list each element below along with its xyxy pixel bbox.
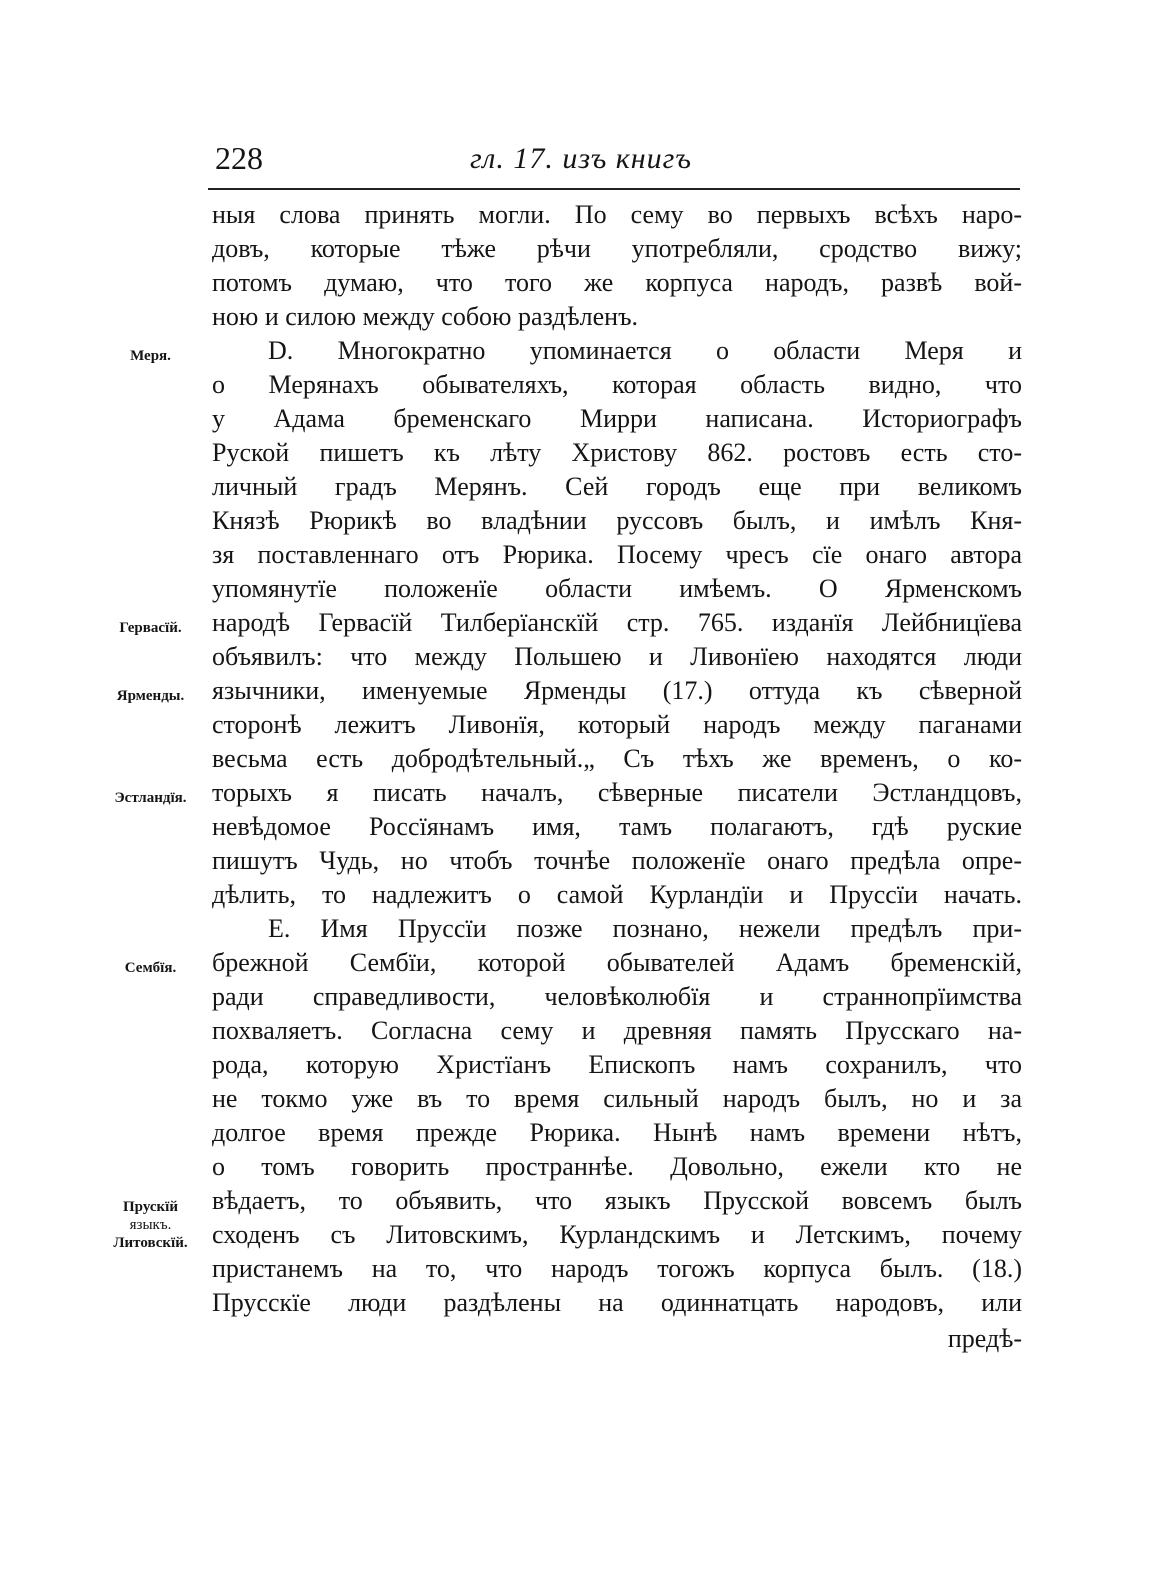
text-line: потомъ думаю, что того же корпуса народъ, развѣ вой- bbox=[212, 268, 1022, 297]
margin-note-prussian-1: Прускїй bbox=[123, 1199, 178, 1215]
text-line: Прусскїе люди раздѣлены на одиннатцать народовъ, или bbox=[212, 1288, 1022, 1317]
text-line: рода, которую Христїанъ Епископъ намъ сохранилъ, что bbox=[212, 1050, 1022, 1079]
page-number: 228 bbox=[215, 140, 263, 176]
text-line: не токмо уже въ то время сильный народъ былъ, но и за bbox=[212, 1084, 1022, 1113]
margin-note-sembiya: Сембїя. bbox=[124, 960, 177, 976]
text-line: у Адама бременскаго Мирри написана. Историографъ bbox=[212, 404, 1022, 433]
text-line: ною и силою между собою раздѣленъ. bbox=[212, 302, 639, 331]
header-rule bbox=[208, 188, 1020, 190]
text-line: сторонѣ лежитъ Ливонїя, который народъ между паганами bbox=[212, 710, 1022, 739]
text-line: торыхъ я писать началъ, сѣверные писатели Эстландцовъ, bbox=[212, 778, 1022, 807]
section-e-first-line: E. Имя Пруссїи позже познано, нежели предѣлъ при- bbox=[268, 914, 1022, 943]
text-line: невѣдомое Россїянамъ имя, тамъ полагаютъ, гдѣ руские bbox=[212, 812, 1022, 841]
text-line: Руской пишетъ къ лѣту Христову 862. ростовъ есть сто- bbox=[212, 438, 1022, 467]
text-line: язычники, именуемые Ярменды (17.) оттуда къ сѣверной bbox=[212, 676, 1022, 705]
text-line: народѣ Гервасїй Тилберїанскїй стр. 765. изданїя Лейбницїева bbox=[212, 608, 1022, 637]
text-line: зя поставленнаго отъ Рюрика. Посему чресъ сїе онаго автора bbox=[212, 540, 1022, 569]
text-line: довъ, которые тѣже рѣчи употребляли, сродство вижу; bbox=[212, 234, 1022, 263]
text-line: вѣдаетъ, то объявить, что языкъ Прусской вовсемъ былъ bbox=[212, 1186, 1022, 1215]
text-line: о Мерянахъ обывателяхъ, которая область видно, что bbox=[212, 370, 1022, 399]
text-line: ныя слова принять могли. По сему во первыхъ всѣхъ наро- bbox=[212, 200, 1022, 229]
text-line: объявилъ: что между Польшею и Ливонїею находятся люди bbox=[212, 642, 1022, 671]
page-header bbox=[0, 140, 1163, 190]
text-line: похваляетъ. Согласна сему и древняя память Прусскаго на- bbox=[212, 1016, 1022, 1045]
text-line: личный градъ Мерянъ. Сей городъ еще при великомъ bbox=[212, 472, 1022, 501]
text-line: дѣлить, то надлежитъ о самой Курландїи и Пруссїи начать. bbox=[212, 880, 1022, 909]
margin-note-estlandiya: Эстландїя. bbox=[114, 790, 187, 806]
text-line: долгое время прежде Рюрика. Нынѣ намъ времени нѣтъ, bbox=[212, 1118, 1022, 1147]
margin-note-yarmendy: Ярменды. bbox=[116, 688, 185, 704]
text-line: Князѣ Рюрикѣ во владѣнии руссовъ былъ, и имѣлъ Кня- bbox=[212, 506, 1022, 535]
margin-note-prussian-2: языкъ. bbox=[129, 1217, 172, 1233]
text-line: о томъ говорить пространнѣе. Довольно, ежели кто не bbox=[212, 1152, 1022, 1181]
text-line: пристанемъ на то, что народъ тогожъ корпуса былъ. (18.) bbox=[212, 1254, 1022, 1283]
text-line: упомянутїе положенїе области имѣемъ. О Ярменскомъ bbox=[212, 574, 1022, 603]
catchword: предѣ- bbox=[947, 1324, 1022, 1353]
text-line: весьма есть добродѣтельный.„ Съ тѣхъ же временъ, о ко- bbox=[212, 744, 1022, 773]
margin-note-gervasii: Гервасїй. bbox=[119, 620, 182, 636]
section-d-first-line: D. Многократно упоминается о области Меря и bbox=[268, 336, 1022, 365]
text-line: брежной Сембїи, которой обывателей Адамъ бременскій, bbox=[212, 948, 1022, 977]
text-line: ради справедливости, человѣколюбїя и страннопрїимства bbox=[212, 982, 1022, 1011]
text-line: пишутъ Чудь, но чтобъ точнѣе положенїе онаго предѣла опре- bbox=[212, 846, 1022, 875]
margin-note-prussian-3: Литовскїй. bbox=[113, 1235, 188, 1251]
text-line: сходенъ съ Литовскимъ, Курландскимъ и Летскимъ, почему bbox=[212, 1220, 1022, 1249]
running-head: гл. 17. изъ книгъ bbox=[470, 142, 692, 175]
margin-note-merya: Меря. bbox=[130, 348, 171, 364]
